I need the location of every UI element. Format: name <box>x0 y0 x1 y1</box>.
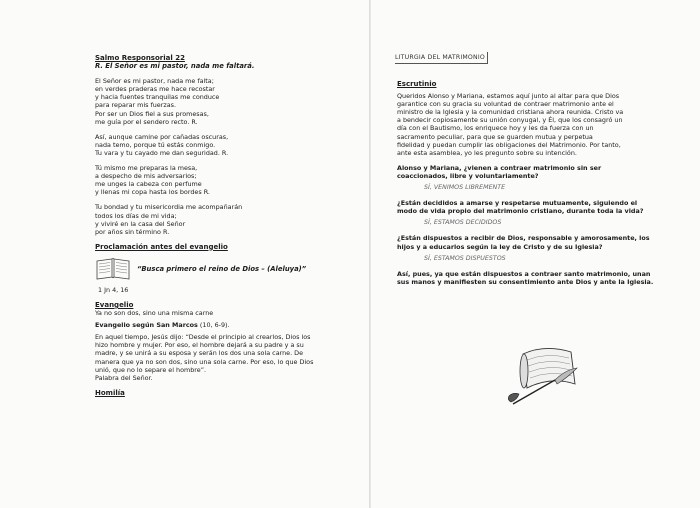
closing-line: sus manos y manifiesten su consentimiento ante Dios y ante la Iglesia. <box>397 277 654 286</box>
gospel-line: En aquel tiempo, Jesús dijo: “Desde el principio al crearlos, Dios los <box>95 333 311 342</box>
acclamation-text: “Busca primero el reino de Dios – (Aleluya)” <box>137 264 307 273</box>
gospel-line: manera que ya no son dos, sino una sola carne. Por eso, lo que Dios <box>95 357 314 366</box>
open-bible-icon <box>95 257 131 281</box>
gospel-closing: Palabra del Señor. <box>95 373 153 382</box>
psalm-line: El Señor es mi pastor, nada me falta; <box>95 77 214 86</box>
psalm-line: en verdes praderas me hace recostar <box>95 85 215 94</box>
gospel-heading-row <box>95 321 357 329</box>
intro-line: a bendecir copiosamente su unión conyugal, y Él, que los consagró un <box>397 116 623 125</box>
psalm-line: Tu vara y tu cayado me dan seguridad. R. <box>95 148 229 157</box>
question-line: ¿Están decididos a amarse y respetarse mutuamente, siguiendo el <box>397 199 638 208</box>
psalm-line: me unges la cabeza con perfume <box>95 180 202 189</box>
question-1 <box>397 164 637 180</box>
intro-line: garantice con su gracia su voluntad de contraer matrimonio ante el <box>397 100 614 109</box>
question-line: Alonso y Mariana, ¿vienen a contraer matrimonio sin ser <box>397 163 602 172</box>
evangelio-subtitle: Ya no son dos, sino una misma carne <box>95 309 214 318</box>
gospel-reference: (10, 6-9). <box>199 321 230 330</box>
gospel-heading: Evangelio según San Marcos <box>95 321 198 330</box>
psalm-line: a despecho de mis adversarios; <box>95 172 197 181</box>
question-2 <box>397 199 644 216</box>
psalm-stanza-4 <box>95 203 357 235</box>
psalm-line: y llenas mi copa hasta los bordes R. <box>95 188 210 197</box>
right-page-content <box>397 80 654 286</box>
intro-line: ante esta asamblea, yo les pregunto sobre su intención. <box>397 148 577 157</box>
scroll-and-quill-illustration <box>505 340 585 410</box>
answer-1: SÍ, VENIMOS LIBREMENTE <box>424 184 506 192</box>
psalm-line: Por ser un Dios fiel a sus promesas, <box>95 109 209 118</box>
gospel-text <box>95 333 357 382</box>
question-3 <box>397 234 650 251</box>
answer-2: SÍ, ESTAMOS DECIDIDOS <box>424 219 502 227</box>
evangelio-title: Evangelio <box>95 300 134 309</box>
intro-line: sacramento peculiar, para que se guarden mutua y perpetua <box>397 132 593 141</box>
answer-3: SÍ, ESTAMOS DISPUESTOS <box>424 254 506 262</box>
page-fold <box>369 0 371 508</box>
intro-line: fidelidad y puedan cumplir las obligaciones del Matrimonio. Por tanto, <box>397 140 621 149</box>
closing-line: Así, pues, ya que están dispuestos a contraer santo matrimonio, unan <box>397 269 651 278</box>
psalm-line: para reparar mis fuerzas. <box>95 101 176 110</box>
question-line: ¿Están dispuestos a recibir de Dios, responsable y amorosamente, los <box>397 234 650 243</box>
psalm-line: y hacia fuentes tranquilas me conduce <box>95 93 220 102</box>
psalm-line: Tú mismo me preparas la mesa, <box>95 164 198 173</box>
intro-line: Queridos Alonso y Mariana, estamos aquí junto al altar para que Dios <box>397 92 620 101</box>
psalm-title: Salmo Responsorial 22 <box>95 54 185 62</box>
acclamation-reference: 1 Jn 4, 16 <box>98 285 129 294</box>
proclamation-title: Proclamación antes del evangelio <box>95 242 228 251</box>
gospel-line: hizo hombre y mujer. Por eso, el hombre dejará a su padre y a su <box>95 341 304 350</box>
section-header: LITURGIA DEL MATRIMONIO <box>395 54 485 61</box>
psalm-response: R. El Señor es mi pastor, nada me faltará. <box>95 62 255 71</box>
question-line: coaccionados, libre y voluntariamente? <box>397 171 539 180</box>
closing-instruction <box>397 269 654 286</box>
homilia-title: Homilía <box>95 388 125 397</box>
section-header-box <box>395 52 488 64</box>
psalm-stanza-1 <box>95 77 357 126</box>
gospel-line: unió, que no lo separe el hombre”. <box>95 365 207 374</box>
psalm-line: por años sin término R. <box>95 227 170 236</box>
question-line: hijos y a educarlos según la ley de Cristo y de su Iglesia? <box>397 242 603 251</box>
psalm-line: me guía por el sendero recto. R. <box>95 117 198 126</box>
psalm-line: y viviré en la casa del Señor <box>95 219 186 228</box>
gospel-line: madre, y se unirá a su esposa y serán los dos una sola carne. De <box>95 349 304 358</box>
psalm-line: Tu bondad y tu misericordia me acompañarán <box>95 203 243 212</box>
psalm-line: nada temo, porque tú estás conmigo. <box>95 140 216 149</box>
left-page-content <box>95 54 357 397</box>
acclamation-row <box>95 257 357 281</box>
psalm-line: todos los días de mi vida; <box>95 211 177 220</box>
psalm-line: Así, aunque camine por cañadas oscuras, <box>95 132 229 141</box>
psalm-stanza-2 <box>95 133 357 157</box>
escrutinio-intro <box>397 92 637 157</box>
question-line: modo de vida propio del matrimonio cristiano, durante toda la vida? <box>397 207 644 216</box>
intro-line: día con el Bautismo, los enriquece hoy y les da fuerza con un <box>397 124 594 133</box>
escrutinio-title: Escrutinio <box>397 80 437 88</box>
psalm-stanza-3 <box>95 164 357 196</box>
intro-line: ministro de la Iglesia y la comunidad cristiana ahora reunida. Cristo va <box>397 108 624 117</box>
